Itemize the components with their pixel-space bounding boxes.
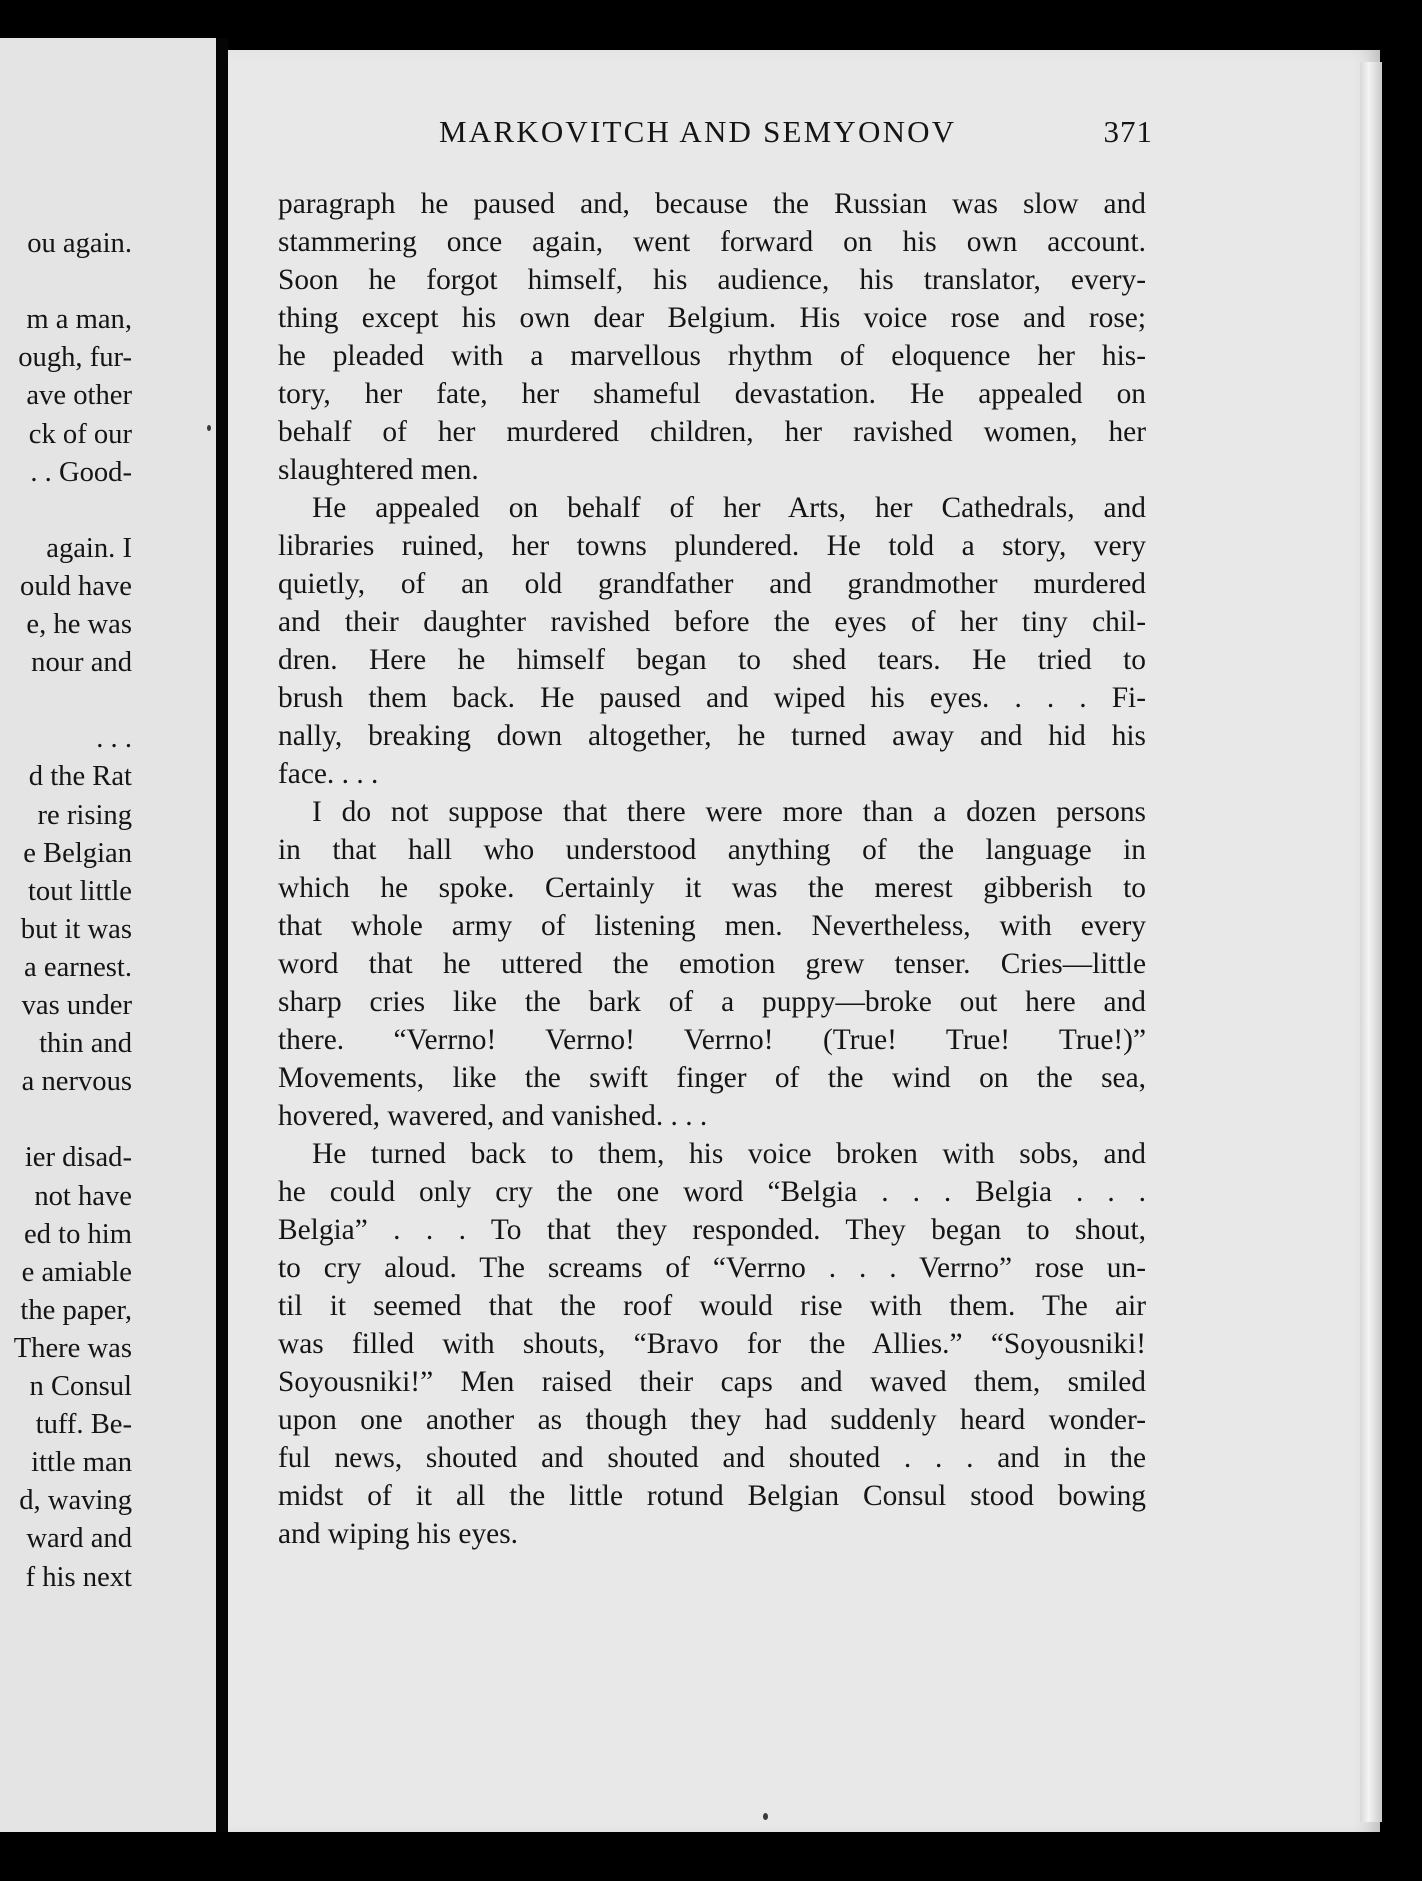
text-line: Belgia” . . . To that they responded. They began to shout,: [278, 1214, 1146, 1246]
facing-page-line: ou again.: [27, 228, 132, 259]
text-line: he pleaded with a marvellous rhythm of eloquence her his-: [278, 340, 1146, 372]
text-line: stammering once again, went forward on his own account.: [278, 226, 1146, 258]
facing-page-line: re rising: [37, 799, 132, 831]
facing-page-line: f his next: [25, 1561, 132, 1593]
text-line: I do not suppose that there were more than a dozen persons: [312, 796, 1146, 828]
facing-page-line: the paper,: [20, 1294, 132, 1326]
text-line: thing except his own dear Belgium. His voice rose and rose;: [278, 302, 1146, 334]
text-line: he could only cry the one word “Belgia . . . Belgia . . .: [278, 1176, 1146, 1208]
text-line: sharp cries like the bark of a puppy—broke out here and: [278, 986, 1146, 1018]
facing-page-line: . . .: [96, 723, 132, 755]
text-line: He turned back to them, his voice broken with sobs, and: [312, 1138, 1146, 1170]
facing-page-line: ward and: [26, 1523, 132, 1555]
facing-page-line: vas under: [21, 990, 132, 1021]
page-edge-stack: [1360, 62, 1382, 1822]
facing-page-line: n Consul: [29, 1371, 132, 1402]
facing-page-line: ier disad-: [24, 1142, 132, 1174]
facing-page-line: tuff. Be-: [35, 1409, 132, 1441]
text-line: and wiping his eyes.: [278, 1518, 518, 1550]
book-gutter: [216, 38, 228, 1832]
text-line: and their daughter ravished before the eyes of her tiny chil-: [278, 606, 1146, 638]
scan-speck: [763, 1813, 768, 1820]
facing-page-line: e Belgian: [23, 837, 132, 869]
facing-page-line: tout little: [27, 875, 132, 907]
facing-page-line: e amiable: [21, 1256, 132, 1288]
scan-speck: [207, 425, 211, 431]
facing-page-line: a nervous: [21, 1066, 132, 1098]
text-line: to cry aloud. The screams of “Verrno . . . Verrno” rose un-: [278, 1252, 1146, 1284]
text-line: He appealed on behalf of her Arts, her Cathedrals, and: [312, 492, 1146, 524]
text-line: face. . . .: [278, 758, 379, 790]
facing-page-line: a earnest.: [24, 951, 132, 983]
text-line: that whole army of listening men. Nevertheless, with every: [278, 910, 1146, 942]
text-line: tory, her fate, her shameful devastation. He appealed on: [278, 378, 1146, 410]
facing-page-left: [0, 38, 216, 1832]
facing-page-line: ave other: [26, 380, 132, 412]
facing-page-line: d the Rat: [28, 761, 132, 793]
text-line: brush them back. He paused and wiped his eyes. . . . Fi-: [278, 682, 1146, 714]
text-line: word that he uttered the emotion grew tenser. Cries—little: [278, 948, 1146, 980]
running-head: [439, 114, 1159, 158]
text-line: upon one another as though they had suddenly heard wonder-: [278, 1404, 1146, 1436]
text-line: in that hall who understood anything of the language in: [278, 834, 1146, 866]
facing-page-line: ould have: [20, 570, 132, 602]
text-line: paragraph he paused and, because the Russian was slow and: [278, 188, 1146, 220]
facing-page-line: m a man,: [26, 304, 132, 336]
facing-page-line: d, waving: [19, 1485, 132, 1517]
text-line: libraries ruined, her towns plundered. He told a story, very: [278, 530, 1146, 562]
facing-page-line: e, he was: [26, 609, 132, 640]
text-line: til it seemed that the roof would rise with them. The air: [278, 1290, 1146, 1322]
facing-page-line: ed to him: [23, 1218, 132, 1250]
text-line: there. “Verrno! Verrno! Verrno! (True! True! True!)”: [278, 1024, 1146, 1056]
facing-page-line: thin and: [39, 1028, 132, 1060]
text-line: nally, breaking down altogether, he turned away and hid his: [278, 720, 1146, 752]
facing-page-line: nour and: [31, 647, 132, 679]
running-head-title: MARKOVITCH AND SEMYONOV: [439, 114, 957, 149]
page-number: 371: [1103, 114, 1153, 149]
facing-page-line: again. I: [46, 532, 132, 564]
facing-page-line: . . Good-: [30, 456, 132, 488]
text-line: was filled with shouts, “Bravo for the Allies.” “Soyousniki!: [278, 1328, 1146, 1360]
text-line: behalf of her murdered children, her ravished women, her: [278, 416, 1146, 448]
facing-page-line: ck of our: [28, 418, 132, 450]
text-line: hovered, wavered, and vanished. . . .: [278, 1100, 708, 1132]
text-line: ful news, shouted and shouted and shouted . . . and in the: [278, 1442, 1146, 1474]
text-line: quietly, of an old grandfather and grandmother murdered: [278, 568, 1146, 600]
text-line: midst of it all the little rotund Belgian Consul stood bowing: [278, 1480, 1146, 1512]
facing-page-line: ittle man: [31, 1447, 132, 1479]
facing-page-line: not have: [34, 1180, 132, 1212]
text-line: which he spoke. Certainly it was the merest gibberish to: [278, 872, 1146, 904]
text-line: Soon he forgot himself, his audience, his translator, every-: [278, 264, 1146, 296]
facing-page-line: There was: [13, 1332, 132, 1364]
facing-page-line: ough, fur-: [18, 342, 132, 374]
text-line: Soyousniki!” Men raised their caps and waved them, smiled: [278, 1366, 1146, 1398]
text-line: slaughtered men.: [278, 454, 479, 486]
text-line: Movements, like the swift finger of the wind on the sea,: [278, 1062, 1146, 1094]
facing-page-line: but it was: [20, 913, 132, 945]
text-line: dren. Here he himself began to shed tears. He tried to: [278, 644, 1146, 676]
